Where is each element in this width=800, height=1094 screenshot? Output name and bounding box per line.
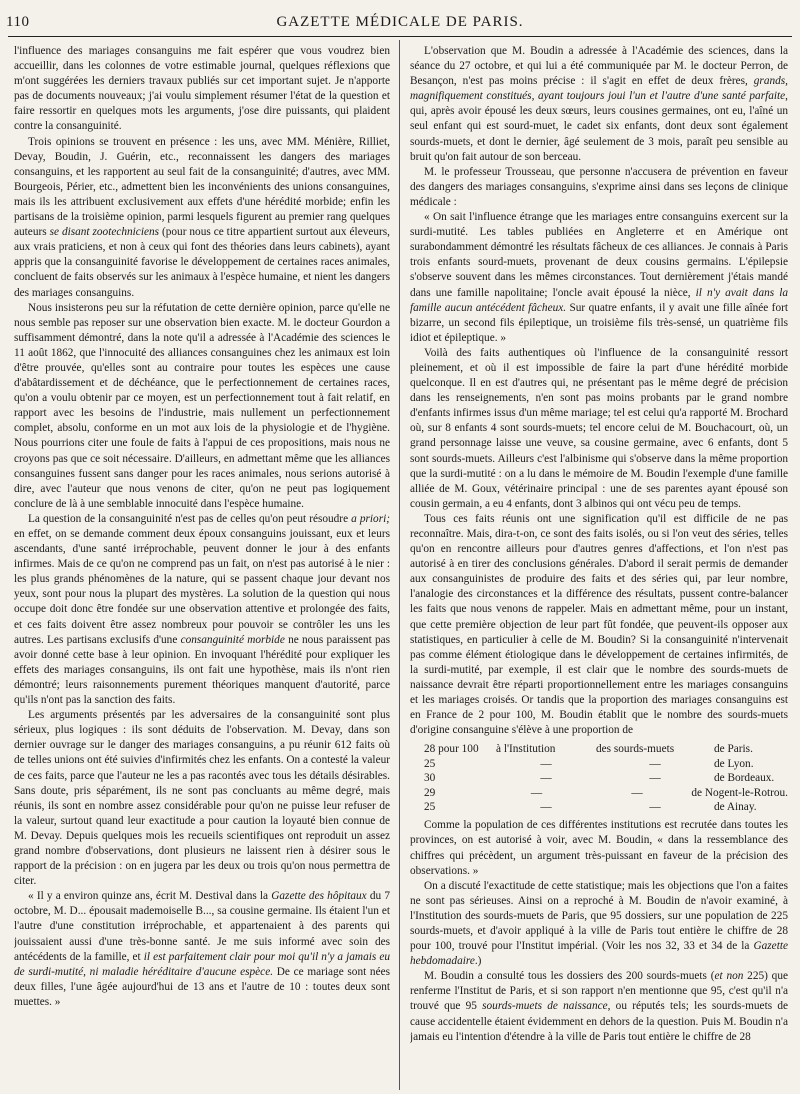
paragraph: « On sait l'influence étrange que les mariages entre consanguins exercent sur la surdi-mutité. Les tables publiées en Angleterre et en Amérique ont surabondamment démontré les résultats fâcheux de ces alliances. Je connais à Paris trois enfants sourd-muets, provenant de deux cousins germains. L'épilepsie s'observe souvent dans les mêmes circonstances. Tout dernièrement j'étais mandé dans une famille napolitaine; l'oncle avait épousé la nièce, il n'y avait dans la famille aucun antécédent fâcheux. Sur quatre enfants, il y avait une fille aînée fort bizarre, un second fils épileptique, un troisième fils très-sensé, un quatrième fils idiot et épileptique. » <box>410 211 788 344</box>
stat-institution: — <box>530 786 543 799</box>
paragraph: Voilà des faits authentiques où l'influence de la consanguinité ressort pleinement, et où il est impossible de faire la part d'une hérédité morbide quelconque. Il en est d'autres qui, ne présentant pas le même degré de précision dans les renseignements, n'en sont pas moins probants par le grand nombre d'enfants infirmes issus d'un même mariage; tel est celui qu'a rapporté M. Brochard où, sur 8 enfants 4 sont sourds-muets; tel encore celui de M. Bouchacourt, où, un grand personnage laisse une veuve, sa cousine germaine, avec 6 enfants, dont 5 sont sourds-muets. Ailleurs c'est l'albinisme qui s'observe dans la même proportion que la surdi-mutité : on a lu dans le mémoire de M. Boudin l'exemple d'une famille alliée de M. Goux, vétérinaire principal : une de ses parentes ayant épousé son cousin germain, a eu 4 enfants, dont 3 albinos qui ont vécu peu de temps. <box>410 346 788 510</box>
right-column <box>410 44 788 1084</box>
left-column <box>14 44 390 1084</box>
page-header <box>0 0 800 40</box>
stat-institution: — <box>540 772 552 785</box>
paragraph: « Il y a environ quinze ans, écrit M. Destival dans la Gazette des hôpitaux du 7 octobre, M. D... épousait mademoiselle B..., sa cousine germaine. Ils étaient l'un et l'autre d'une constitution irréprochable, et appartenaient à des parents qui jouissaient aussi d'une très-bonne santé. Je me suis informé avec soin des antécédents de la famille, et il est parfaitement clair pour moi qu'il n'y a jamais eu de surdi-mutité, ni maladie héréditaire d'aucune espèce. De ce mariage sont nées deux filles, l'une âgée aujourd'hui de 13 ans et l'autre de 10 : toutes deux sont muettes. » <box>14 890 390 1008</box>
stat-value: 25 <box>424 757 436 770</box>
stat-type: — <box>649 772 661 785</box>
journal-title: GAZETTE MÉDICALE DE PARIS. <box>276 14 524 30</box>
stat-type: des sourds-muets <box>596 743 675 756</box>
paragraph: Tous ces faits réunis ont une signification qu'il est difficile de ne pas reconnaître. Mais, dira-t-on, ce sont des faits isolés, ou si l'on veut des séries, telles qu'on en rencontre ailleurs pour d'autres genres d'affections, et l'on n'est pas autorisé à en tirer des conclusions générales. D'abord il serait permis de demander aux consanguinistes de produire des faits et des séries qui, par leur nombre, l'analogie des circonstances et la différence des résultats, pussent contre-balancer les faits que nous venons de rappeler. Mais en admettant même, pour un instant, que cette première objection de leur part fût fondée, que peuvent-ils opposer aux statistiques, en particulier à celle de M. Boudin? Si la consanguinité n'intervenait pas comme élément étiologique dans le développement de certaines infirmités, de la surdi-mutité, par exemple, il est clair que le nombre des sourds-muets de naissance devrait être réparti proportionnellement entre les mariages consanguins et les mariages croisés. Or tandis que la proportion des mariages consanguins est en France de 2 pour 100, M. Boudin établit que le nombre des sourds-muets d'origine consanguine s'élève à une proportion de <box>410 512 788 737</box>
page-number: 110 <box>6 14 30 30</box>
stat-row <box>424 771 788 785</box>
stat-value: 25 <box>424 800 436 813</box>
paragraph: L'observation que M. Boudin a adressée à l'Académie des sciences, dans la séance du 27 octobre, et qui lui a été communiquée par M. le docteur Perron, de Besançon, n'est pas moins précise : il s'agit en effet de deux frères, grands, magnifiquement constitués, ayant toujours joui l'un et l'autre d'une santé parfaite, qui, après avoir épousé les deux sœurs, leurs cousines germaines, ont eu, l'aîné un seul enfant qui est sourd-muet, le cadet six enfants, dont deux sont également sourds-muets, et dont le dernier, âgé seulement de 3 mois, paraît peu sensible au bruit qu'on fait autour de son berceau. <box>410 45 788 163</box>
paragraph: M. le professeur Trousseau, que personne n'accusera de prévention en faveur des dangers des mariages consanguins, s'exprime ainsi dans ses leçons de clinique médicale : <box>410 165 788 208</box>
stat-row <box>424 800 788 814</box>
stat-institution: — <box>540 800 552 813</box>
stat-place: de Ainay. <box>714 800 757 813</box>
paragraph: Nous insisterons peu sur la réfutation de cette dernière opinion, parce qu'elle ne nous semble pas reposer sur une observation bien exacte. M. le docteur Gourdon a suffisamment démontré, dans la note qu'il a adressée à l'Académie des sciences le 11 août 1862, que l'innocuité des alliances consanguines chez les animaux est loin d'être prouvée, qu'elles sont au contraire pour toutes les espèces une cause d'abâtardissement et de déchéance, que le perfectionnement de certaines races, qu'on a voulu obtenir par ce moyen, est un perfectionnement tout à fait relatif, en rapport avec les besoins de l'industrie, mais nullement un perfectionnement complet, absolu, conforme en un mot aux lois de la physiologie et de l'hygiène. Nous pourrions citer une foule de faits à l'appui de ces propositions, mais nous ne croyons pas que ce soit nécessaire. D'ailleurs, en admettant même que les alliances consanguines fussent sans danger pour les races animales, nous serions autorisé à dire, avec l'auteur que nous venons de citer, qu'on ne peut pas logiquement conclure de là à une semblable innocuité dans l'espèce humaine. <box>14 301 390 510</box>
paragraph: Trois opinions se trouvent en présence : les uns, avec MM. Ménière, Rilliet, Devay, Boudin, J. Guérin, etc., reconnaissent les dangers des mariages consanguins, et les rapportent au seul fait de la consanguinité; d'autres, avec MM. Bourgeois, Périer, etc., admettent bien les inconvénients des unions consanguines, mais ils les attribuent exclusivement aux effets d'une hérédité morbide; enfin les partisans de la troisième opinion, parmi lesquels figurent au premier rang quelques auteurs se disant zootechniciens (pour nous ce titre appartient surtout aux éleveurs, aux vrais praticiens, et non à ceux qui font des théories dans leurs cabinets), ayant appris que la consanguinité favorise le développement de certaines races animales, concluent de faits observés sur les animaux à l'espèce humaine, et nient les dangers des mariages consanguins. <box>14 135 390 299</box>
header-rule <box>8 36 792 37</box>
stat-row <box>424 757 788 771</box>
stat-place: de Paris. <box>714 743 753 756</box>
stat-institution: — <box>540 757 552 770</box>
paragraph: Les arguments présentés par les adversaires de la consanguinité sont plus sérieux, plus logiques : ils sont déduits de l'observation. M. Devay, dans son dernier ouvrage sur le danger des mariages consanguins, a pu réunir 612 faits où de telles unions ont été suivies d'infirmités chez les enfants. On a contesté la valeur de ces faits, parce que l'auteur ne les a pas racontés avec tous les détails désirables. Sans doute, pris séparément, ils ne sont pas concluants au même degré, mais réunis, ils sont en nombre assez considérable pour qu'on ne puisse leur refuser de la valeur, surtout quand leur exactitude a pour caution la loyauté bien connue de M. Devay. Depuis quelques mois les recueils scientifiques ont reproduit un assez grand nombre d'observations, dont plusieurs ne laissent rien à désirer sous le rapport de la précision : on en jugera par les deux ou trois qu'on nous permettra de citer. <box>14 709 390 888</box>
paragraph: On a discuté l'exactitude de cette statistique; mais les objections que l'on a faites ne sont pas sérieuses. Ainsi on a reproché à M. Boudin de n'avoir examiné, à l'Institution des sourds-muets de Paris, que 95 dossiers, sur une population de 225 sourds-muets, et d'avoir appliqué à la ville de Paris tout entière le chiffre de 28 pour 100, trouvé pour l'Institut impérial. (Voir les nos 32, 33 et 34 de la Gazette hebdomadaire.) <box>410 879 788 968</box>
column-divider <box>399 40 400 1090</box>
stat-place: de Bordeaux. <box>714 772 775 785</box>
stat-row <box>424 786 788 800</box>
paragraph: Comme la population de ces différentes institutions est recrutée dans toutes les provinces, on est autorisé à voir, avec M. Boudin, « dans la ressemblance des chiffres qui précèdent, un argument très-puissant en faveur de la précision des observations. » <box>410 819 788 877</box>
paragraph: l'influence des mariages consanguins me fait espérer que vous voudrez bien accueillir, dans les colonnes de votre estimable journal, quelques réflexions que m'ont suggérées les derniers travaux publiés sur cet important sujet. Je n'apporte pas de documents nouveaux; j'ai voulu simplement résumer l'état de la question et faire ressortir en quelques mots les arguments, j'ose dire puissants, qui plaident contre la consanguinité. <box>14 45 390 133</box>
stat-place: de Lyon. <box>714 757 754 770</box>
stat-row <box>424 742 788 756</box>
paragraph: M. Boudin a consulté tous les dossiers des 200 sourds-muets (et non 225) que renferme l'Institut de Paris, et si son rapport n'en mentionne que 95, c'est qu'il n'a trouvé que 95 sourds-muets de naissance, ou réputés tels; les sourds-muets de cause accidentelle étaient évidemment en dehors de la question. Puis M. Boudin n'a jamais eu l'intention d'étendre à la ville de Paris tout entière le chiffre de 28 <box>410 970 788 1043</box>
stat-value: 29 <box>424 786 436 799</box>
stat-type: — <box>649 800 661 813</box>
stat-institution: à l'Institution <box>496 743 556 756</box>
statistics-table <box>424 742 788 814</box>
stat-place: de Nogent-le-Rotrou. <box>691 786 788 799</box>
stat-value: 28 pour 100 <box>424 743 479 756</box>
paragraph: La question de la consanguinité n'est pas de celles qu'on peut résoudre a priori; en effet, on se demande comment deux époux consanguins jouissant, eux et leurs ascendants, d'une santé irréprochable, peuvent donner le jour à des enfants infirmes. Mais de ce qu'on ne comprend pas un fait, on n'est pas autorisé à le nier : les plus grands phénomènes de la nature, qui se passent chaque jour devant nos yeux, sont pour nous la plupart des mystères. La solution de la question qui nous occupe doit donc être fondée sur une observation attentive et prolongée des faits, et ces faits doivent être assez nombreux pour pouvoir se contrôler les uns les autres. Les partisans exclusifs d'une consanguinité morbide ne nous paraissent pas avoir donné cette base à leur opinion. En invoquant l'hérédité pour expliquer les effets des mariages consanguins, ils ont fait une hypothèse, mais ils n'ont rien démontré; leurs raisonnements purement théoriques manquent d'autorité, parce qu'ils n'ont pas la sanction des faits. <box>14 512 390 707</box>
stat-type: — <box>649 757 661 770</box>
stat-type: — <box>631 786 643 799</box>
stat-value: 30 <box>424 772 436 785</box>
